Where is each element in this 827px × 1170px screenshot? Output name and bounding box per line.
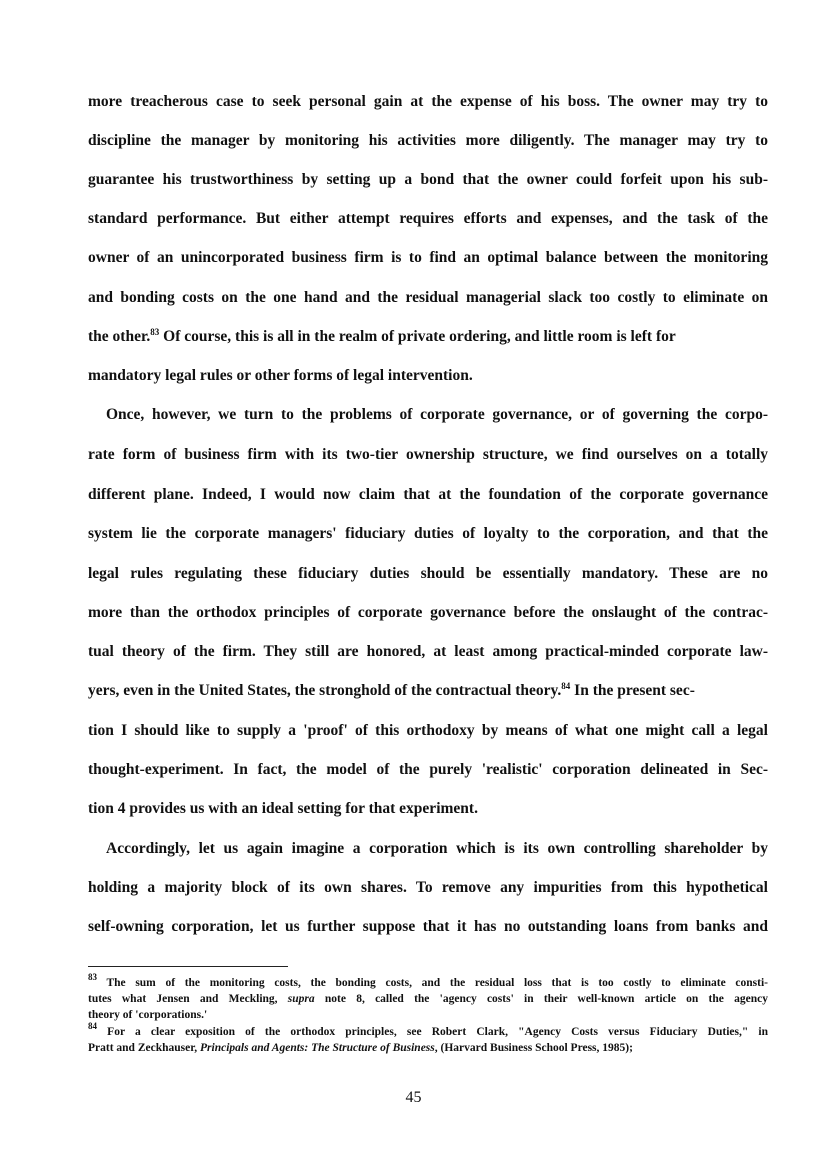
body-line: legal rules regulating these fiduciary duties should be essentially mandatory. These are no xyxy=(88,565,768,582)
body-line: Once, however, we turn to the problems of corporate governance, or of governing the corpo- xyxy=(106,406,768,423)
body-text: the other. xyxy=(88,328,151,345)
footnote-84 xyxy=(88,1021,768,1040)
body-line: different plane. Indeed, I would now claim that at the foundation of the corporate governance xyxy=(88,486,768,503)
footnote-text: For a clear exposition of the orthodox principles, see Robert Clark, "Agency Costs versus Fiduciary Duties," in xyxy=(97,1026,768,1038)
footnote-text: tutes what Jensen and Meckling, xyxy=(88,993,288,1005)
body-line: guarantee his trustworthiness by setting up a bond that the owner could forfeit upon his sub- xyxy=(88,171,768,188)
footnote-ref-84: 84 xyxy=(561,681,571,691)
body-line: tual theory of the firm. They still are honored, at least among practical-minded corporate law- xyxy=(88,643,768,660)
footnote-book-title: Principals and Agents: The Structure of Business xyxy=(200,1042,435,1054)
body-line: owner of an unincorporated business firm is to find an optimal balance between the monitoring xyxy=(88,249,768,266)
body-line: rate form of business firm with its two-tier ownership structure, we find ourselves on a totally xyxy=(88,446,768,463)
footnote-citation: supra xyxy=(287,993,315,1005)
body-line xyxy=(88,327,768,347)
footnote-83 xyxy=(88,972,768,991)
footnote-number: 83 xyxy=(88,972,97,982)
footnote-separator xyxy=(88,966,288,967)
body-line: more treacherous case to seek personal gain at the expense of his boss. The owner may try to xyxy=(88,93,768,110)
body-line: system lie the corporate managers' fiduciary duties of loyalty to the corporation, and that the xyxy=(88,525,768,542)
body-line: self-owning corporation, let us further suppose that it has no outstanding loans from banks and xyxy=(88,918,768,935)
body-line: tion I should like to supply a 'proof' of this orthodoxy by means of what one might call a legal xyxy=(88,722,768,739)
body-line: tion 4 provides us with an ideal setting for that experiment. xyxy=(88,800,478,817)
footnote-text: note 8, called the 'agency costs' in their well-known article on the agency xyxy=(314,993,768,1005)
footnote-line xyxy=(88,992,768,1007)
footnote-text: Pratt and Zeckhauser, xyxy=(88,1042,201,1054)
body-line: mandatory legal rules or other forms of legal intervention. xyxy=(88,367,473,384)
footnote-line: theory of 'corporations.' xyxy=(88,1009,208,1021)
body-text: In the present sec- xyxy=(570,682,695,699)
footnote-number: 84 xyxy=(88,1021,97,1031)
body-line: standard performance. But either attempt requires efforts and expenses, and the task of the xyxy=(88,210,768,227)
body-line xyxy=(88,681,768,701)
footnote-text: , (Harvard Business School Press, 1985); xyxy=(434,1042,633,1054)
body-line: holding a majority block of its own shares. To remove any impurities from this hypothetical xyxy=(88,879,768,896)
body-text: yers, even in the United States, the stronghold of the contractual theory. xyxy=(88,682,562,699)
body-line: Accordingly, let us again imagine a corporation which is its own controlling shareholder by xyxy=(106,840,768,857)
footnote-text: The sum of the monitoring costs, the bonding costs, and the residual loss that is too costly to eliminate consti- xyxy=(97,977,768,989)
body-line: discipline the manager by monitoring his activities more diligently. The manager may try to xyxy=(88,132,768,149)
footnote-ref-83: 83 xyxy=(150,327,160,337)
footnote-line xyxy=(88,1041,768,1056)
body-text: Of course, this is all in the realm of private ordering, and little room is left for xyxy=(159,328,676,345)
body-line: thought-experiment. In fact, the model of the purely 'realistic' corporation delineated in Sec- xyxy=(88,761,768,778)
body-line: and bonding costs on the one hand and the residual managerial slack too costly to eliminate on xyxy=(88,289,768,306)
body-line: more than the orthodox principles of corporate governance before the onslaught of the contrac- xyxy=(88,604,768,621)
page-number: 45 xyxy=(405,1089,422,1106)
